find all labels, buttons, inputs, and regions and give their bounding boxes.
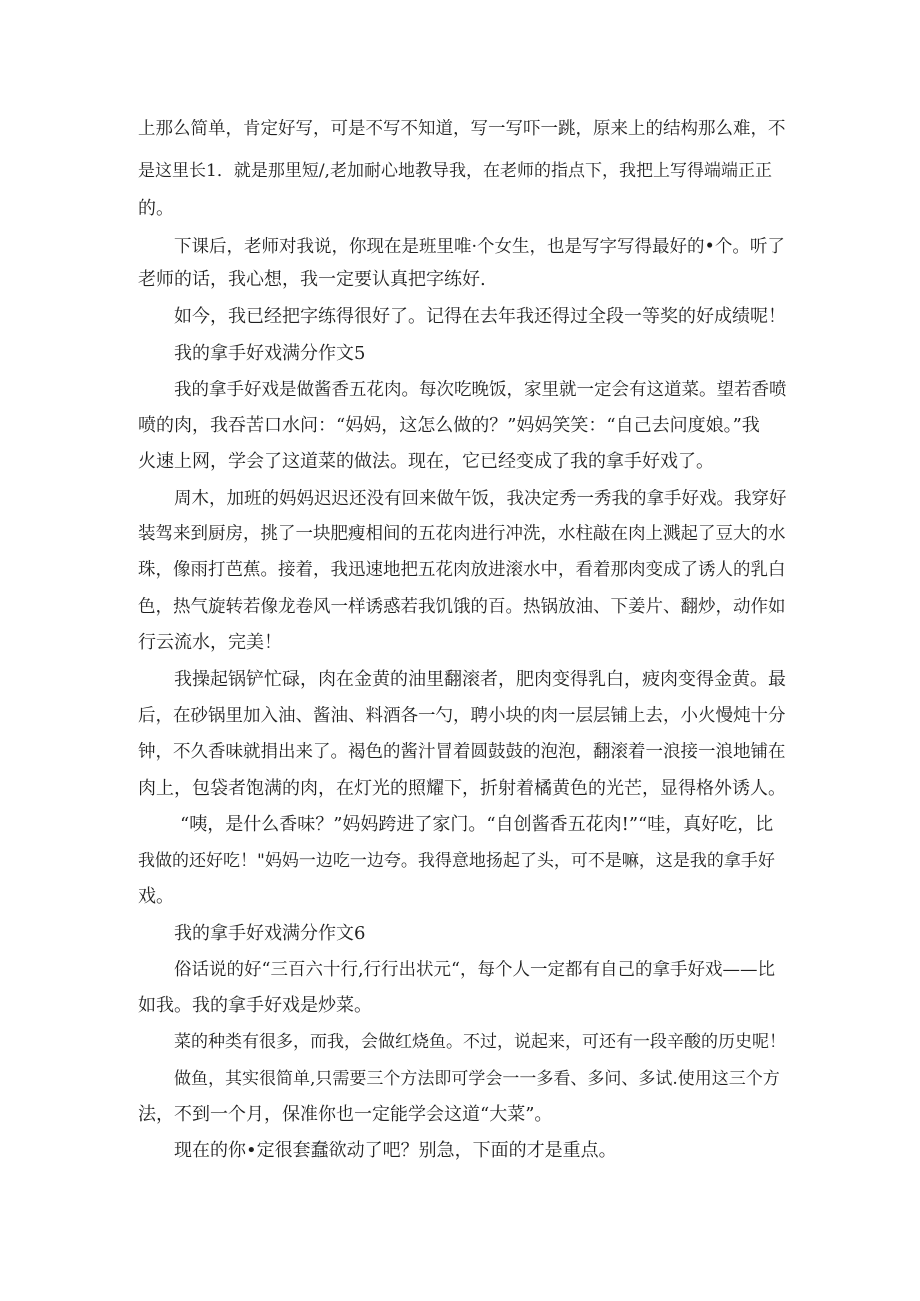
- paragraph-7-line-1: 我做的还好吃！"妈妈一边吃一边夸。我得意地扬起了头，可不是嘛，这是我的拿手好: [138, 851, 775, 871]
- paragraph-0-line-0: 上那么简单，肯定好写，可是不写不知道，写一写吓一跳，原来上的结构那么难，不: [138, 119, 786, 139]
- paragraph-1-line-0: 下课后，老师对我说，你现在是班里唯·个女生，也是写字写得最好的•个。听了: [174, 237, 785, 257]
- essay-5-heading: 我的拿手好戏满分作文5: [174, 343, 366, 364]
- paragraph-9-line-0: 俗话说的好“三百六十行,行行出状元“，每个人一定都有自己的拿手好戏——比: [174, 960, 775, 980]
- paragraph-7-line-2: 戏。: [138, 886, 174, 907]
- paragraph-0-line-1: 是这里长1．就是那里短/,老加耐心地教导我，在老师的指点下，我把上写得端端正正: [138, 161, 772, 181]
- paragraph-4-line-1: 喷的肉，我吞苦口水问：“妈妈，这怎么做的？”妈妈笑笑：“自己去问度娘。”我: [138, 415, 760, 436]
- paragraph-5-line-2: 珠，像雨打芭蕉。接着，我迅速地把五花肉放进滚水中，看着那肉变成了诱人的乳白: [138, 560, 786, 580]
- paragraph-5-line-3: 色，热气旋转若像龙卷风一样诱惑若我饥饿的百。热锅放油、下姜片、翻炒，动作如: [138, 597, 786, 617]
- paragraph-4-line-0: 我的拿手好戏是做酱香五花肉。每次吃晚饭，家里就一定会有这道菜。望若香喷: [174, 380, 787, 400]
- paragraph-4-line-2: 火速上网，学会了这道菜的做法。现在，它已经变成了我的拿手好戏了。: [138, 451, 714, 472]
- paragraph-5-line-4: 行云流水，完美！: [138, 632, 282, 653]
- paragraph-2-line-0: 如今，我已经把字练得很好了。记得在去年我还得过全段一等奖的好成绩呢！: [174, 306, 786, 327]
- paragraph-0-line-2: 的。: [138, 198, 174, 219]
- paragraph-1-line-1: 老师的话，我心想，我一定要认真把字练好.: [138, 269, 486, 290]
- paragraph-5-line-0: 周木，加班的妈妈迟迟还没有回来做午饭，我决定秀一秀我的拿手好戏。我穿好: [174, 489, 787, 509]
- paragraph-6-line-1: 后，在砂锅里加入油、酱油、料酒各一勺，聘小块的肉一层层铺上去，小火慢炖十分: [138, 706, 786, 726]
- paragraph-6-line-2: 钟，不久香味就捐出来了。褐色的酱汁冒着圆鼓鼓的泡泡，翻滚着一浪接一浪地铺在: [138, 742, 786, 762]
- paragraph-10-line-0: 菜的种类有很多，而我，会做红烧鱼。不过，说起来，可还有一段辛酸的历史呢！: [174, 1032, 786, 1052]
- essay-6-heading: 我的拿手好戏满分作文6: [174, 923, 366, 944]
- paragraph-7-line-0: “咦，是什么香味？”妈妈跨进了家门。“自创酱香五花肉!”“哇，真好吃，比: [180, 814, 774, 835]
- paragraph-9-line-1: 如我。我的拿手好戏是炒菜。: [138, 995, 372, 1016]
- paragraph-12-line-0: 现在的你•定很套蠢欲动了吧？别急，下面的才是重点。: [174, 1140, 617, 1161]
- paragraph-11-line-0: 做鱼，其实很简单,只需要三个方法即可学会一一多看、多问、多试.使用这三个方: [174, 1069, 780, 1089]
- paragraph-6-line-0: 我操起锅铲忙碌，肉在金黄的油里翻滚者，肥肉变得乳白，疲肉变得金黄。最: [174, 669, 786, 690]
- paragraph-6-line-3: 肉上，包袋者饱满的肉，在灯光的照耀下，折射着橘黄色的光芒，显得格外诱人。: [138, 778, 786, 799]
- paragraph-5-line-1: 装驾来到厨房，挑了一块肥瘦相间的五花肉进行冲洗，水柱敲在肉上溅起了豆大的水: [138, 524, 786, 544]
- paragraph-11-line-1: 法，不到一个月，保准你也一定能学会这道“大菜”。: [138, 1104, 553, 1125]
